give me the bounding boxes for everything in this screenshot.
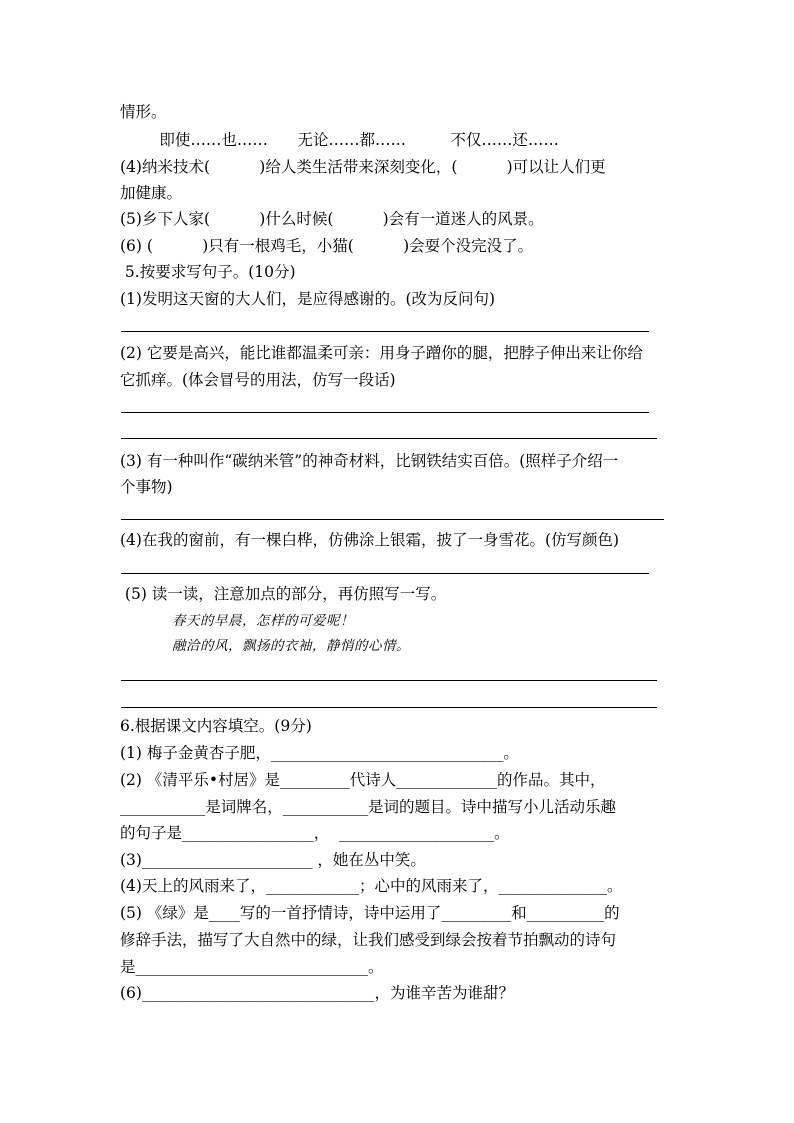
text-line: (1)发明这天窗的大人们，是应得感谢的。(改为反问句)	[120, 290, 496, 308]
section-heading: 5.按要求写句子。(10分)	[120, 263, 296, 281]
text-line: ___________是词牌名，___________是词的题目。诗中描写小儿活动乐趣	[120, 798, 617, 816]
answer-line[interactable]	[121, 412, 649, 413]
text-line: (1) 梅子金黄杏子肥，______________________________。	[120, 744, 519, 762]
answer-line[interactable]	[121, 680, 657, 681]
text-line: 的句子是_________________， ____________________。	[120, 824, 510, 842]
text-line: (6) ( )只有一根鸡毛，小猫( )会耍个没完没了。	[120, 237, 534, 255]
text-line: 它抓痒。(体会冒号的用法，仿写一段话)	[120, 371, 396, 389]
text-line: (6)______________________________，为谁辛苦为谁甜？	[120, 984, 514, 1002]
section-heading: 6.根据课文内容填空。(9分)	[120, 717, 312, 735]
text-line: (5) 《绿》是____写的一首抒情诗，诗中运用了_________和__________的	[120, 904, 620, 922]
text-line: (2) 《清平乐•村居》是_________代诗人_____________的作品。其中，	[120, 771, 606, 789]
text-line: 是______________________________。	[120, 958, 384, 976]
text-line: (4)在我的窗前，有一棵白桦，仿佛涂上银霜，披了一身雪花。(仿写颜色)	[120, 531, 620, 549]
text-line: (5) 读一读，注意加点的部分，再仿照写一写。	[120, 585, 447, 603]
text-line: (2) 它要是高兴，能比谁都温柔可亲：用身子蹭你的腿，把脖子伸出来让你给	[120, 344, 643, 362]
text-line: 情形。	[120, 103, 167, 121]
answer-line[interactable]	[121, 331, 649, 332]
text-line: 修辞手法，描写了大自然中的绿，让我们感受到绿会按着节拍飘动的诗句	[120, 931, 617, 949]
answer-line[interactable]	[121, 573, 649, 574]
text-line: 加健康。	[120, 184, 183, 202]
answer-line[interactable]	[121, 707, 657, 708]
text-line: (4)纳米技术( )给人类生活带来深刻变化，( )可以让人们更	[120, 158, 606, 176]
text-line: (4)天上的风雨来了，____________；心中的风雨来了，______________。	[120, 877, 623, 895]
example-sentence: 融洽的风，飘扬的衣袖，静悄的心情。	[172, 638, 410, 654]
text-line: (3) 有一种叫作“碳纳米管”的神奇材料，比钢铁结实百倍。(照样子介绍一	[120, 452, 619, 470]
answer-line[interactable]	[121, 438, 657, 439]
text-line: 个事物)	[120, 478, 173, 496]
text-line: (3)______________________ ，她在丛中笑。	[120, 851, 426, 869]
text-line: (5)乡下人家( )什么时候( )会有一道迷人的风景。	[120, 210, 544, 228]
answer-line[interactable]	[121, 519, 664, 520]
example-sentence: 春天的早晨，怎样的可爱呢！	[172, 613, 354, 629]
text-line: 即使……也…… 无论……都…… 不仅……还……	[120, 131, 559, 149]
